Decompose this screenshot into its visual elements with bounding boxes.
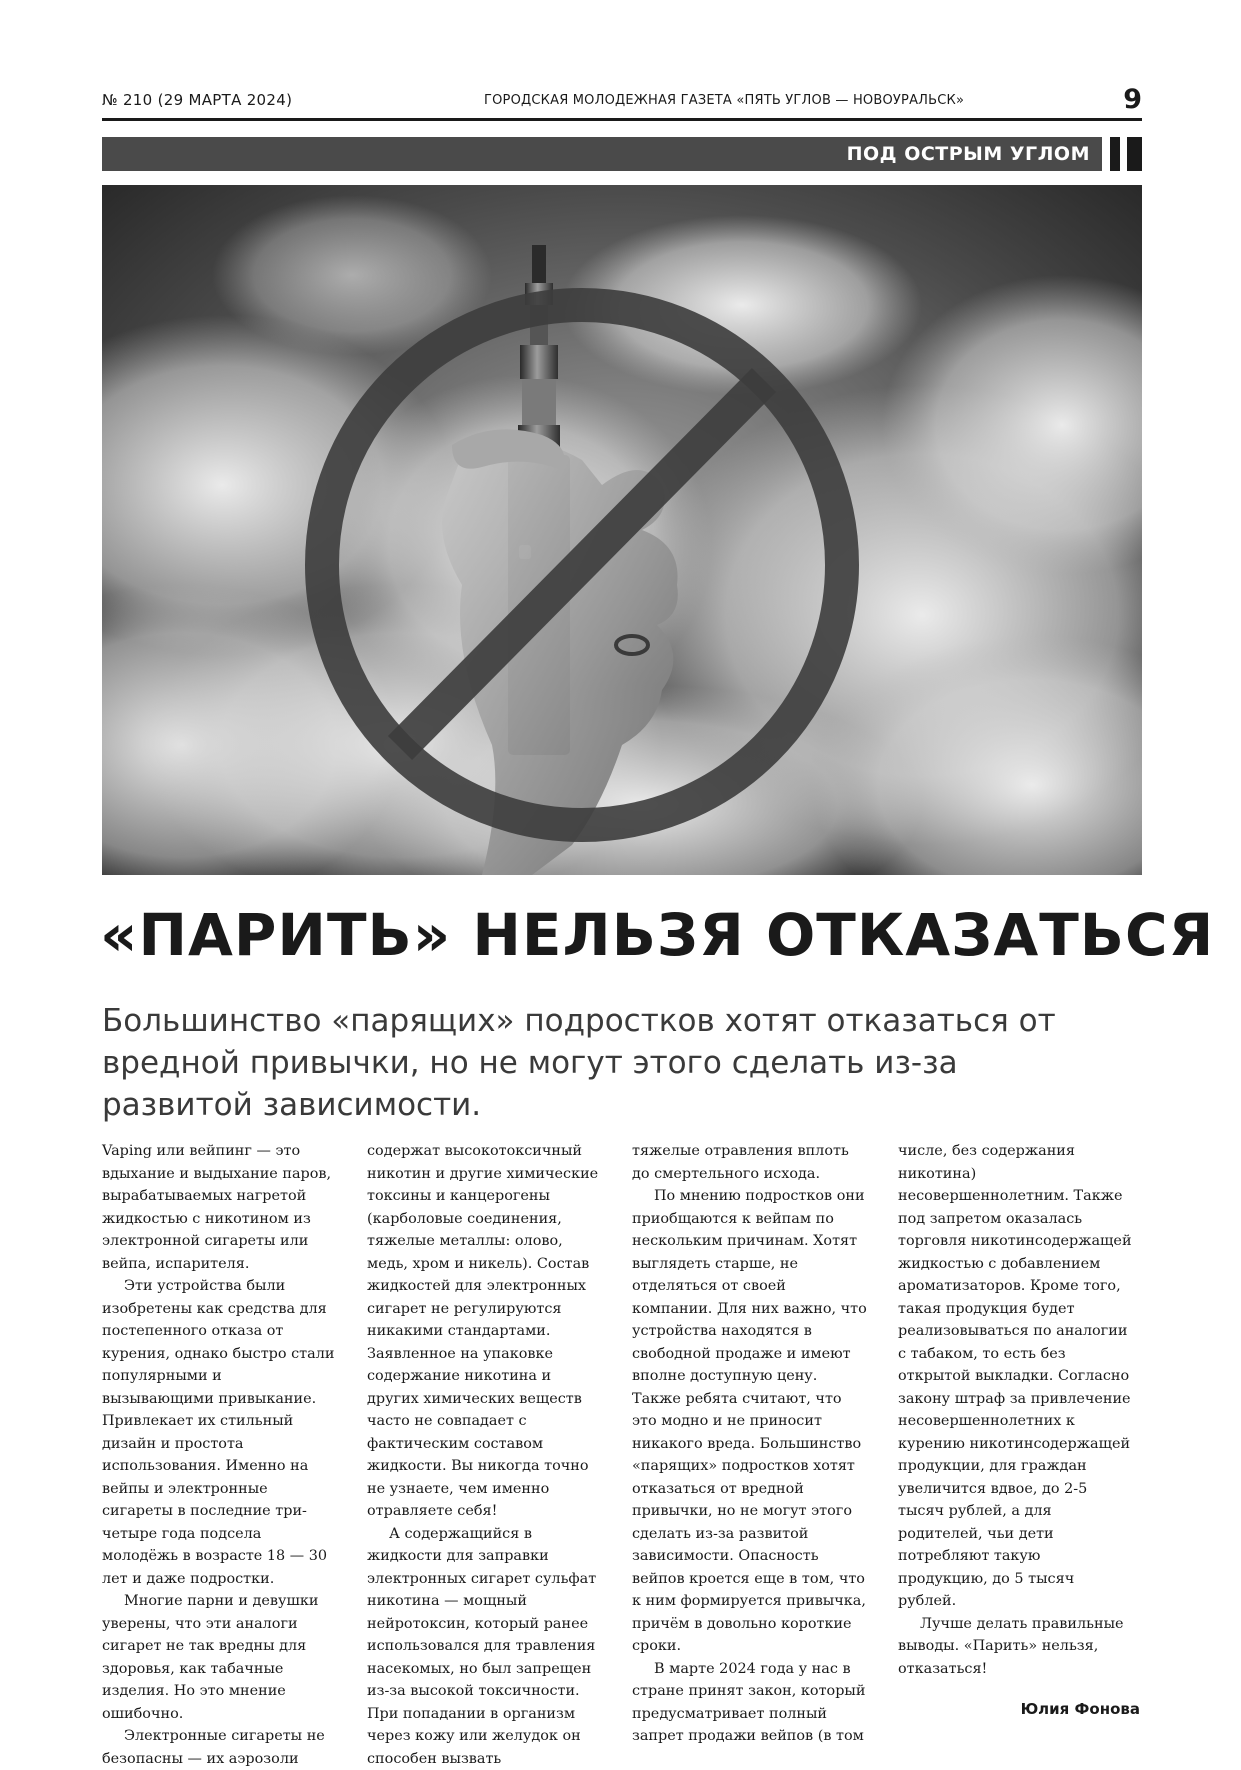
- vape-smoke-image: [102, 185, 1142, 875]
- section-mark: [1110, 137, 1120, 171]
- paragraph: Электронные сигареты не безопасны — их аэрозоли: [102, 1725, 338, 1770]
- paragraph: числе, без содержания никотина) несовершеннолетним. Также под запретом оказалась торговля никотинсодержащей жидкостью с добавлением ароматизаторов. Кроме того, такая продукция будет реализовываться по аналогии с табаком, то есть без открытой выкладки. Согласно закону штраф за привлечение несовершеннолетних к курению никотинсодержащей продукции, для граждан увеличится вдвое, до 2-5 тысяч рублей, а для родителей, чьи дети потребляют такую продукцию, до 5 тысяч рублей.: [898, 1140, 1134, 1613]
- paragraph: Эти устройства были изобретены как средства для постепенного отказа от курения, однако быстро стали популярными и вызывающими привыкание. Привлекает их стильный дизайн и простота использования. Именно на вейпы и электронные сигареты в последние три-четыре года подсела молодёжь в возрасте 18 — 30 лет и даже подростки.: [102, 1275, 338, 1590]
- header-rule: [102, 118, 1142, 121]
- article-column-2: [367, 1140, 603, 1770]
- paragraph: Vaping или вейпинг — это вдыхание и выдыхание паров, вырабатываемых нагретой жидкостью с никотином из электронной сигареты или вейпа, испарителя.: [102, 1140, 338, 1275]
- article-photo: [102, 185, 1142, 875]
- newspaper-name: ГОРОДСКАЯ МОЛОДЕЖНАЯ ГАЗЕТА «ПЯТЬ УГЛОВ — НОВОУРАЛЬСК»: [484, 93, 964, 108]
- paragraph: тяжелые отравления вплоть до смертельного исхода.: [632, 1140, 868, 1185]
- paragraph: В марте 2024 года у нас в стране принят закон, который предусматривает полный запрет продажи вейпов (в том: [632, 1658, 868, 1748]
- paragraph: По мнению подростков они приобщаются к вейпам по нескольким причинам. Хотят выглядеть старше, не отделяться от своей компании. Для них важно, что устройства находятся в свободной продаже и имеют вполне доступную цену. Также ребята считают, что это модно и не приносит никакого вреда. Большинство «парящих» подростков хотят отказаться от вредной привычки, но не могут этого сделать из-за развитой зависимости. Опасность вейпов кроется еще в том, что к ним формируется привычка, причём в довольно короткие сроки.: [632, 1185, 868, 1658]
- article-author: Юлия Фонова: [980, 1700, 1140, 1718]
- article-column-4: [898, 1140, 1134, 1680]
- issue-number: № 210 (29 МАРТА 2024): [102, 91, 292, 109]
- article-lead: Большинство «парящих» подростков хотят отказаться от вредной привычки, но не могут этого сделать из-за развитой зависимости.: [102, 1000, 1112, 1126]
- page-number: 9: [1123, 84, 1142, 115]
- section-mark: [1127, 137, 1142, 171]
- article-column-3: [632, 1140, 868, 1748]
- article-column-1: [102, 1140, 338, 1770]
- section-label: ПОД ОСТРЫМ УГЛОМ: [847, 143, 1090, 165]
- paragraph: А содержащийся в жидкости для заправки электронных сигарет сульфат никотина — мощный нейротоксин, который ранее использовался для травления насекомых, но был запрещен из-за высокой токсичности. При попадании в организм через кожу или желудок он способен вызвать: [367, 1523, 603, 1770]
- page-header: [102, 88, 1142, 114]
- paragraph: Лучше делать правильные выводы. «Парить» нельзя, отказаться!: [898, 1613, 1134, 1681]
- section-bar: [102, 137, 1102, 171]
- article-headline: «ПАРИТЬ» НЕЛЬЗЯ ОТКАЗАТЬСЯ: [100, 904, 1145, 968]
- paragraph: Многие парни и девушки уверены, что эти аналоги сигарет не так вредны для здоровья, как табачные изделия. Но это мнение ошибочно.: [102, 1590, 338, 1725]
- paragraph: содержат высокотоксичный никотин и другие химические токсины и канцерогены (карболовые соединения, тяжелые металлы: олово, медь, хром и никель). Состав жидкостей для электронных сигарет не регулируются никакими стандартами. Заявленное на упаковке содержание никотина и других химических веществ часто не совпадает с фактическим составом жидкости. Вы никогда точно не узнаете, чем именно отравляете себя!: [367, 1140, 603, 1523]
